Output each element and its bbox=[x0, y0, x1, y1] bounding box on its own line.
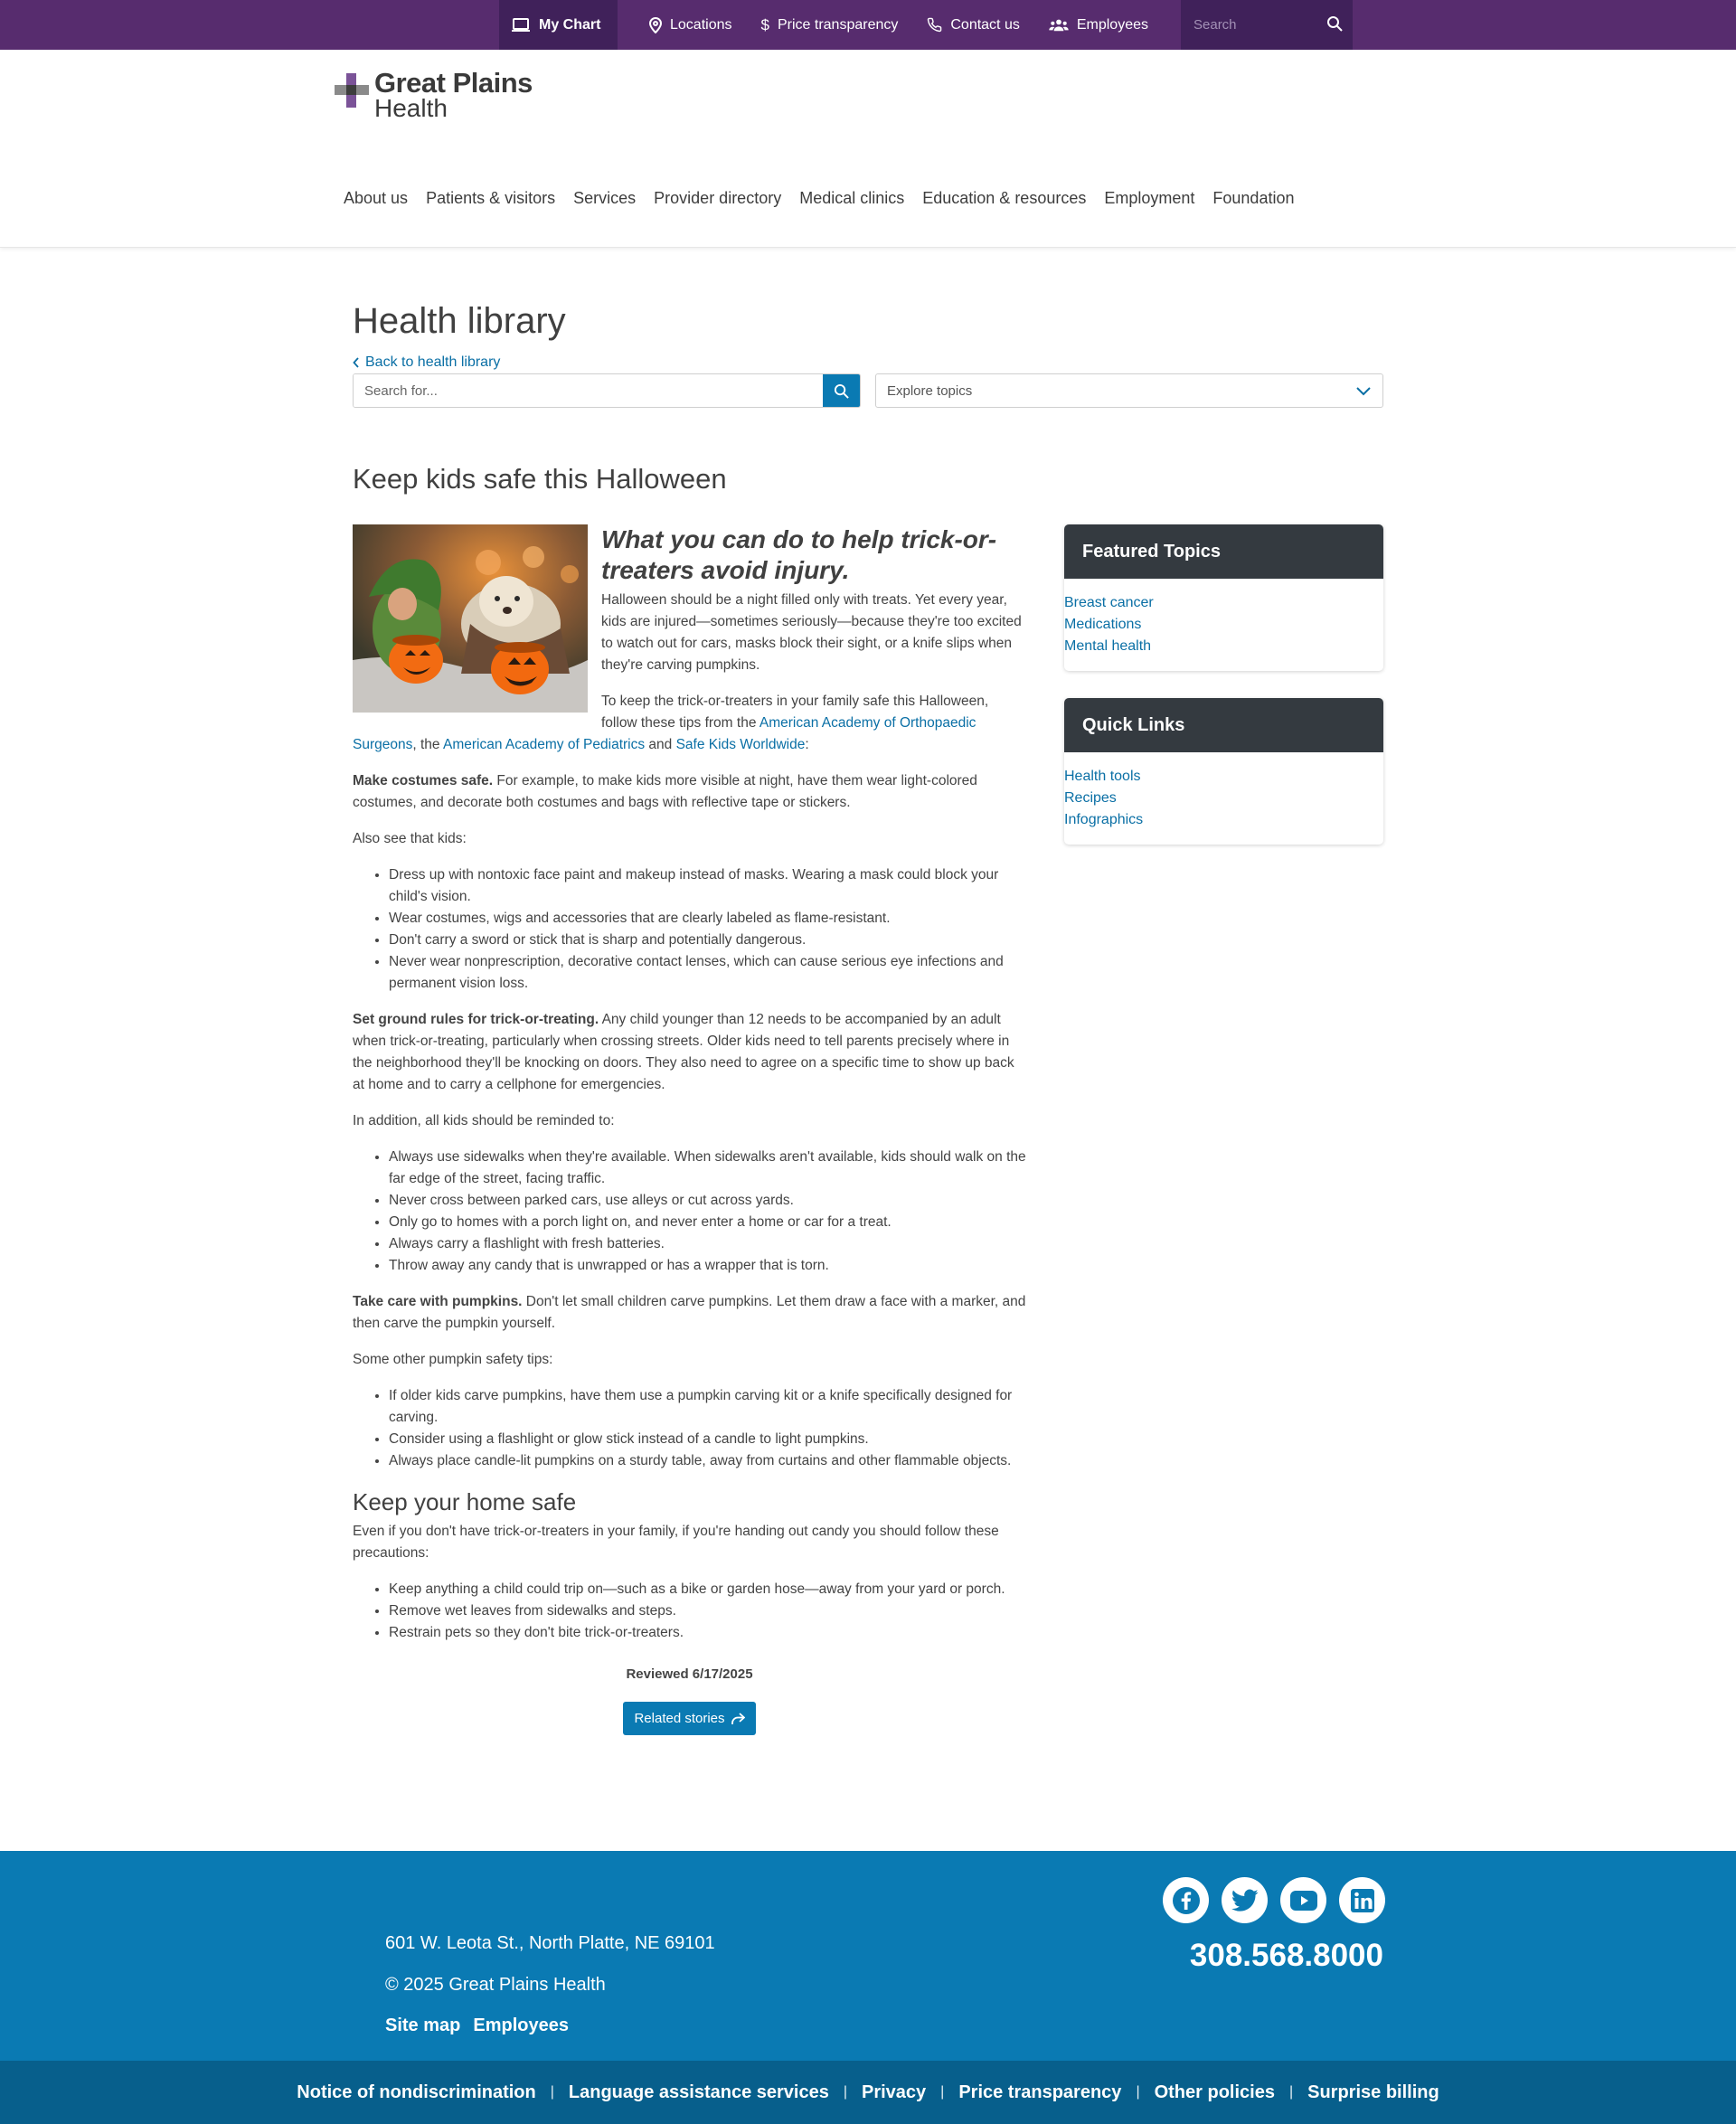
rules-text: Any child younger than 12 needs to be accompanied by an adult when trick-or-treating, particularly when crossing streets. Older kids need to tell parents precisely where in the neighborhood they'll be knocking on doors. They also need to agree on a specific time to show up back at home and to carry a cellphone for emergencies. bbox=[353, 1012, 1014, 1092]
halloween-photo bbox=[353, 524, 588, 713]
site-search-input[interactable] bbox=[1194, 17, 1311, 33]
users-icon bbox=[1049, 18, 1069, 33]
legal-price-link[interactable]: Price transparency bbox=[958, 2082, 1122, 2102]
explore-topics-dropdown[interactable] bbox=[875, 373, 1383, 408]
library-search-button[interactable] bbox=[823, 374, 860, 407]
library-search bbox=[353, 373, 861, 408]
logo-text-line1: Great Plains bbox=[374, 67, 533, 99]
reviewed-date: Reviewed 6/17/2025 bbox=[626, 1666, 753, 1682]
pumpkin-tips-list bbox=[389, 1385, 1026, 1472]
phone-icon bbox=[927, 17, 942, 33]
locations-link[interactable] bbox=[635, 0, 747, 50]
footer-copyright: © 2025 Great Plains Health bbox=[385, 1975, 606, 1995]
article-title: Keep kids safe this Halloween bbox=[353, 463, 727, 495]
featured-topics-card bbox=[1064, 524, 1383, 671]
sources-text-4: : bbox=[805, 737, 809, 752]
map-pin-icon bbox=[649, 17, 662, 33]
quick-links-title: Quick Links bbox=[1064, 698, 1383, 752]
site-header bbox=[0, 50, 1736, 248]
list-item: • Only go to homes with a porch light on, and never enter a home or car for a treat. bbox=[389, 1212, 1026, 1233]
chevron-left-icon bbox=[353, 357, 360, 368]
home-safe-paragraph: Even if you don't have trick-or-treaters in your family, if you're handing out candy you should follow these precautions: bbox=[353, 1524, 999, 1561]
legal-separator: | bbox=[843, 2084, 847, 2100]
featured-link-medications[interactable]: Medications bbox=[1064, 617, 1142, 632]
footer-phone[interactable]: 308.568.8000 bbox=[1189, 1938, 1383, 1973]
list-item: • Never wear nonprescription, decorative contact lenses, which can cause serious eye infections and permanent vision loss. bbox=[389, 951, 1026, 995]
costumes-text: For example, to make kids more visible at night, have them wear light-colored costumes, and decorate both costumes and bags with reflective tape or stickers. bbox=[353, 773, 977, 810]
site-search bbox=[1181, 0, 1353, 50]
back-to-library-link[interactable] bbox=[353, 354, 500, 371]
nav-patients-visitors[interactable]: Patients & visitors bbox=[426, 189, 556, 207]
legal-privacy-link[interactable]: Privacy bbox=[862, 2082, 927, 2102]
mychart-link[interactable] bbox=[499, 0, 618, 50]
site-footer bbox=[0, 1851, 1736, 2061]
sources-text-1: To keep the trick-or-treaters in your family safe this Halloween, follow these tips from the bbox=[601, 694, 989, 731]
nav-provider-directory[interactable]: Provider directory bbox=[654, 189, 782, 207]
social-links bbox=[1163, 1877, 1385, 1923]
list-item: • Always place candle-lit pumpkins on a sturdy table, away from curtains and other flammable objects. bbox=[389, 1450, 1026, 1472]
home-tips-list bbox=[389, 1579, 1026, 1644]
list-item: • Dress up with nontoxic face paint and makeup instead of masks. Wearing a mask could block your child's vision. bbox=[389, 864, 1026, 908]
list-item: • Wear costumes, wigs and accessories that are clearly labeled as flame-resistant. bbox=[389, 908, 1026, 930]
mychart-label: My Chart bbox=[539, 16, 601, 33]
nav-services[interactable]: Services bbox=[573, 189, 637, 207]
search-icon bbox=[834, 383, 849, 399]
price-transparency-link[interactable] bbox=[747, 0, 913, 50]
page-title: Health library bbox=[353, 301, 566, 341]
aaos-link[interactable]: American Academy of Orthopaedic Surgeons bbox=[353, 715, 976, 752]
utility-bar bbox=[0, 0, 1736, 50]
legal-separator: | bbox=[940, 2084, 945, 2100]
costumes-lead: Make costumes safe. bbox=[353, 773, 494, 788]
list-item: • Remove wet leaves from sidewalks and steps. bbox=[389, 1600, 1026, 1622]
logo-text-line2: Health bbox=[374, 94, 448, 122]
nav-employment[interactable]: Employment bbox=[1104, 189, 1195, 207]
legal-nondiscrimination-link[interactable]: Notice of nondiscrimination bbox=[297, 2082, 536, 2102]
site-logo[interactable] bbox=[335, 67, 533, 122]
pumpkins-text: Don't let small children carve pumpkins. Let them draw a face with a marker, and then carve the pumpkin yourself. bbox=[353, 1294, 1026, 1331]
back-link-label: Back to health library bbox=[365, 354, 501, 370]
nav-education-resources[interactable]: Education & resources bbox=[922, 189, 1087, 207]
search-icon[interactable] bbox=[1326, 15, 1343, 32]
related-stories-button[interactable] bbox=[623, 1702, 755, 1735]
hero-image bbox=[353, 524, 588, 713]
linkedin-icon[interactable] bbox=[1339, 1877, 1385, 1923]
explore-topics-label: Explore topics bbox=[887, 382, 973, 399]
related-stories-label: Related stories bbox=[634, 1710, 725, 1726]
nav-about-us[interactable]: About us bbox=[344, 189, 409, 207]
list-item: • If older kids carve pumpkins, have them use a pumpkin carving kit or a knife specifically designed for carving. bbox=[389, 1385, 1026, 1429]
legal-policies-link[interactable]: Other policies bbox=[1154, 2082, 1275, 2102]
article-body bbox=[353, 524, 1026, 1735]
footer-address: 601 W. Leota St., North Platte, NE 69101 bbox=[385, 1933, 715, 1953]
aap-link[interactable]: American Academy of Pediatrics bbox=[442, 737, 646, 752]
contact-label: Contact us bbox=[950, 16, 1020, 33]
sources-text-2: , the bbox=[412, 737, 443, 752]
other-tips-paragraph: Some other pumpkin safety tips: bbox=[353, 1352, 553, 1367]
costumes-paragraph bbox=[353, 770, 1026, 814]
legal-surprise-billing-link[interactable]: Surprise billing bbox=[1307, 2082, 1439, 2102]
price-label: Price transparency bbox=[777, 16, 899, 33]
contact-link[interactable] bbox=[912, 0, 1033, 50]
chevron-down-icon bbox=[1355, 384, 1372, 397]
article-subhead: What you can do to help trick-or-treaters avoid injury. bbox=[601, 525, 997, 584]
employees-label: Employees bbox=[1076, 16, 1148, 33]
list-item: • Throw away any candy that is unwrapped or has a wrapper that is torn. bbox=[389, 1255, 1026, 1277]
footer-employees-link[interactable]: Employees bbox=[473, 2015, 569, 2035]
facebook-icon[interactable] bbox=[1163, 1877, 1209, 1923]
legal-bar bbox=[0, 2061, 1736, 2124]
street-tips-list bbox=[389, 1147, 1026, 1277]
legal-separator: | bbox=[1136, 2084, 1140, 2100]
costume-tips-list bbox=[389, 864, 1026, 995]
list-item: • Always use sidewalks when they're available. When sidewalks aren't available, kids should walk on the far edge of the street, facing traffic. bbox=[389, 1147, 1026, 1190]
legal-language-link[interactable]: Language assistance services bbox=[568, 2082, 829, 2102]
locations-label: Locations bbox=[670, 16, 732, 33]
legal-separator: | bbox=[1288, 2084, 1294, 2100]
laptop-icon bbox=[511, 18, 531, 33]
share-arrow-icon bbox=[731, 1713, 745, 1725]
nav-foundation[interactable]: Foundation bbox=[1212, 189, 1295, 207]
dollar-icon: $ bbox=[760, 15, 769, 33]
list-item: • Keep anything a child could trip on—such as a bike or garden hose—away from your yard or porch. bbox=[389, 1579, 1026, 1600]
featured-link-mental-health[interactable]: Mental health bbox=[1064, 638, 1152, 654]
quick-link-recipes[interactable]: Recipes bbox=[1064, 790, 1117, 806]
nav-medical-clinics[interactable]: Medical clinics bbox=[799, 189, 905, 207]
featured-topics-title: Featured Topics bbox=[1064, 524, 1383, 579]
list-item: • Always carry a flashlight with fresh batteries. bbox=[389, 1233, 1026, 1255]
library-search-input[interactable] bbox=[354, 374, 823, 407]
sources-text-3: and bbox=[645, 737, 676, 752]
footer-links bbox=[385, 2015, 569, 2036]
logo-cross-icon bbox=[335, 73, 369, 108]
addition-paragraph: In addition, all kids should be reminded to: bbox=[353, 1113, 615, 1128]
rules-lead: Set ground rules for trick-or-treating. bbox=[353, 1012, 599, 1027]
quick-link-health-tools[interactable]: Health tools bbox=[1064, 769, 1141, 784]
list-item: • Consider using a flashlight or glow stick instead of a candle to light pumpkins. bbox=[389, 1429, 1026, 1450]
featured-link-breast-cancer[interactable]: Breast cancer bbox=[1064, 595, 1154, 610]
twitter-icon[interactable] bbox=[1222, 1877, 1268, 1923]
list-item: • Don't carry a sword or stick that is sharp and potentially dangerous. bbox=[389, 930, 1026, 951]
safe-kids-link[interactable]: Safe Kids Worldwide bbox=[675, 737, 806, 752]
footer-sitemap-link[interactable]: Site map bbox=[385, 2015, 461, 2035]
home-safe-heading: Keep your home safe bbox=[353, 1488, 577, 1515]
youtube-icon[interactable] bbox=[1280, 1877, 1326, 1923]
quick-links-card bbox=[1064, 698, 1383, 845]
list-item: • Restrain pets so they don't bite trick-or-treaters. bbox=[389, 1622, 1026, 1644]
pumpkins-paragraph bbox=[353, 1291, 1026, 1335]
main-nav bbox=[335, 189, 1303, 208]
list-item: • Never cross between parked cars, use alleys or cut across yards. bbox=[389, 1190, 1026, 1212]
legal-separator: | bbox=[550, 2084, 554, 2100]
ground-rules-paragraph bbox=[353, 1009, 1026, 1096]
quick-link-infographics[interactable]: Infographics bbox=[1064, 812, 1144, 827]
also-paragraph: Also see that kids: bbox=[353, 831, 467, 846]
intro-paragraph: Halloween should be a night filled only with treats. Yet every year, kids are injured—sometimes seriously—because they're too excited to watch out for cars, masks block their sight, or a knife slips when they're carving pumpkins. bbox=[601, 592, 1022, 673]
employees-link[interactable] bbox=[1034, 0, 1163, 50]
pumpkins-lead: Take care with pumpkins. bbox=[353, 1294, 523, 1309]
